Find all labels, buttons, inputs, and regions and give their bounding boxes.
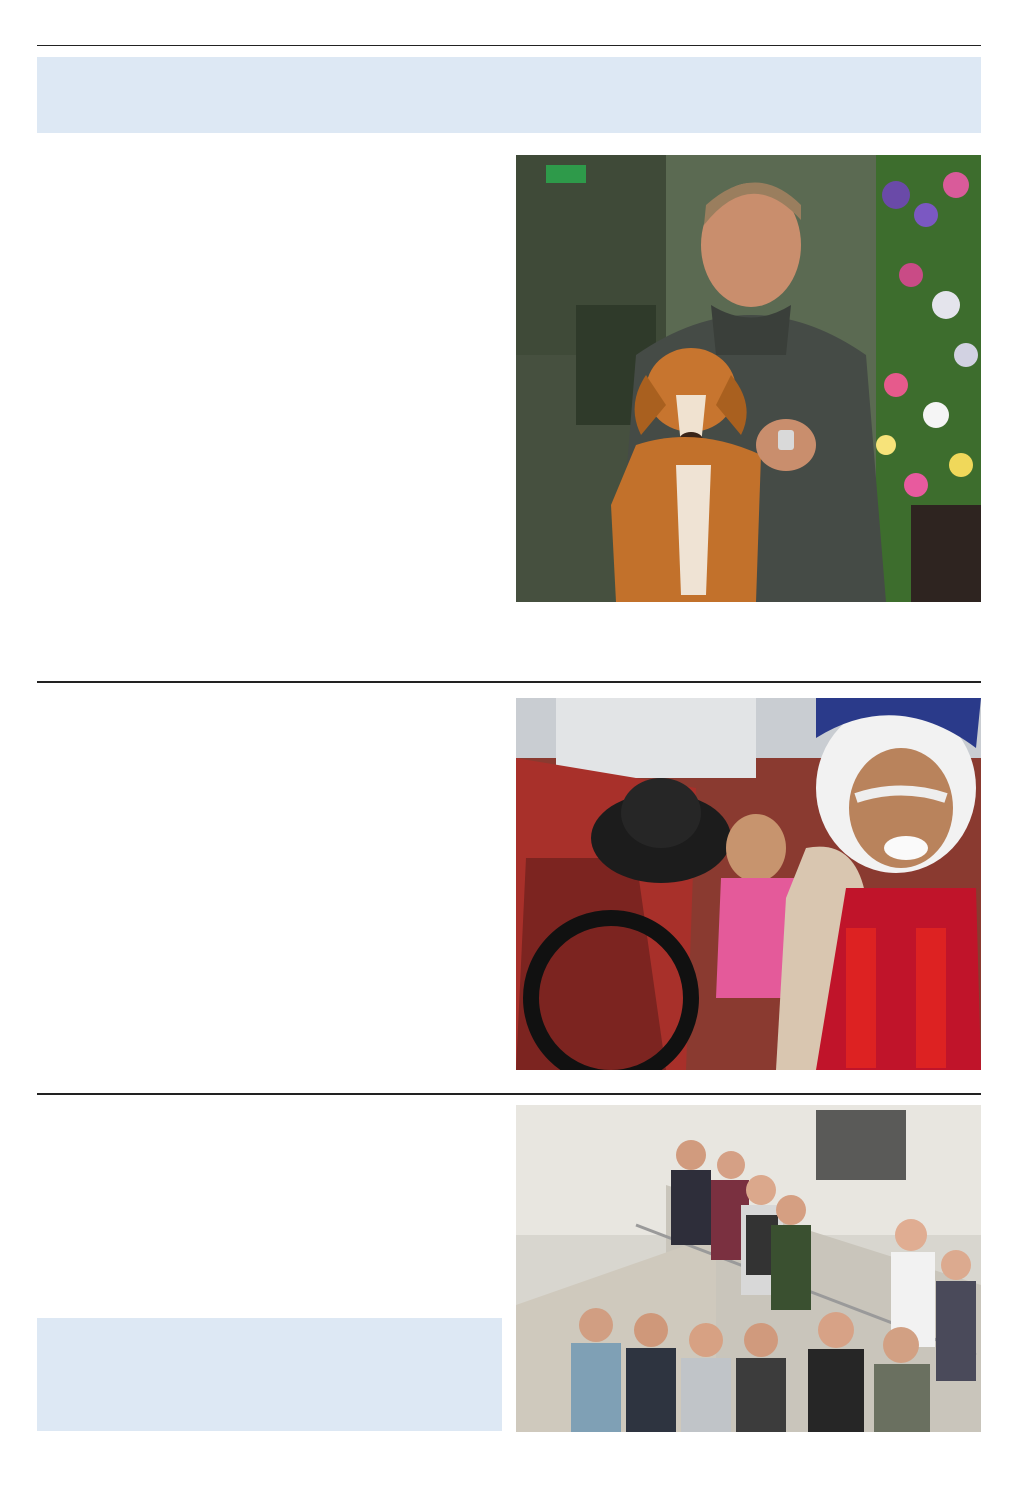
divider xyxy=(37,681,981,683)
info-box-column-1 xyxy=(45,1323,190,1427)
photo-group-staircase xyxy=(516,1105,981,1432)
divider xyxy=(37,1093,981,1095)
info-box xyxy=(37,1318,502,1431)
info-box-column-2 xyxy=(200,1323,345,1427)
photo-race-driver xyxy=(516,698,981,1070)
info-box-column-3 xyxy=(355,1323,498,1427)
article1-column-1 xyxy=(37,337,185,672)
article1-column-2 xyxy=(197,337,345,672)
page-header xyxy=(37,30,981,46)
article1-column-3 xyxy=(357,189,505,672)
photo-man-with-dog xyxy=(516,155,981,602)
article3-column-2 xyxy=(197,1194,345,1312)
article3-column-3 xyxy=(357,1194,505,1312)
article2-column-2 xyxy=(197,738,345,1086)
article2-column-1 xyxy=(37,738,185,1086)
section-banner xyxy=(37,57,981,133)
article2-column-3 xyxy=(357,738,505,1086)
article3-column-1 xyxy=(37,1194,185,1312)
